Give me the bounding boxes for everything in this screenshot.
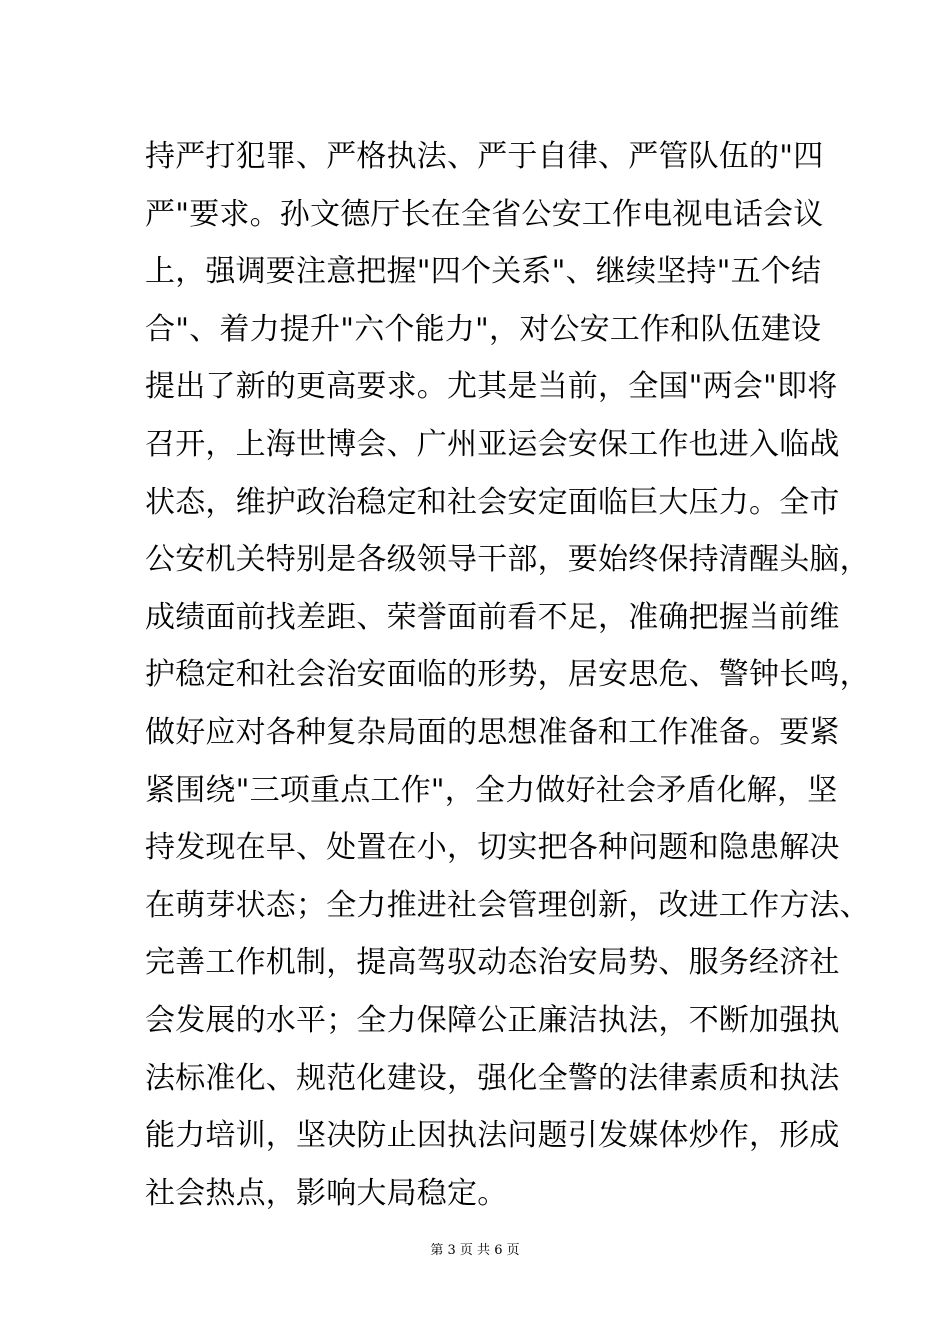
text-line: 在萌芽状态；全力推进社会管理创新，改进工作方法、 xyxy=(145,887,870,923)
text-line: 状态，维护政治稳定和社会安定面临巨大压力。全市 xyxy=(145,484,840,520)
text-line: 会发展的水平；全力保障公正廉洁执法，不断加强执 xyxy=(145,1002,840,1038)
text-line: 成绩面前找差距、荣誉面前看不足，准确把握当前维 xyxy=(145,599,840,635)
text-line: 合"、着力提升"六个能力"，对公安工作和队伍建设 xyxy=(145,311,822,347)
text-line: 上，强调要注意把握"四个关系"、继续坚持"五个结 xyxy=(145,254,822,290)
text-line: 能力培训，坚决防止因执法问题引发媒体炒作，形成 xyxy=(145,1118,840,1154)
text-line: 社会热点，影响大局稳定。 xyxy=(145,1175,508,1211)
text-line: 做好应对各种复杂局面的思想准备和工作准备。要紧 xyxy=(145,714,840,750)
text-line: 持严打犯罪、严格执法、严于自律、严管队伍的"四 xyxy=(145,139,824,174)
text-line: 完善工作机制，提高驾驭动态治安局势、服务经济社 xyxy=(145,945,840,981)
text-line: 严"要求。孙文德厅长在全省公安工作电视电话会议 xyxy=(145,196,824,232)
text-line: 公安机关特别是各级领导干部，要始终保持清醒头脑， xyxy=(145,542,870,578)
page-footer xyxy=(0,1241,950,1261)
page-number-label: 第 3 页 共 6 页 xyxy=(430,1243,520,1258)
text-line: 法标准化、规范化建设，强化全警的法律素质和执法 xyxy=(145,1060,840,1096)
text-line: 持发现在早、处置在小，切实把各种问题和隐患解决 xyxy=(145,830,840,866)
text-line: 护稳定和社会治安面临的形势，居安思危、警钟长鸣， xyxy=(145,657,870,693)
text-line: 紧围绕"三项重点工作"，全力做好社会矛盾化解，坚 xyxy=(145,772,838,808)
body-paragraph xyxy=(145,128,870,1222)
text-line: 召开，上海世博会、广州亚运会安保工作也进入临战 xyxy=(145,426,840,462)
text-line: 提出了新的更高要求。尤其是当前，全国"两会"即将 xyxy=(145,369,838,405)
